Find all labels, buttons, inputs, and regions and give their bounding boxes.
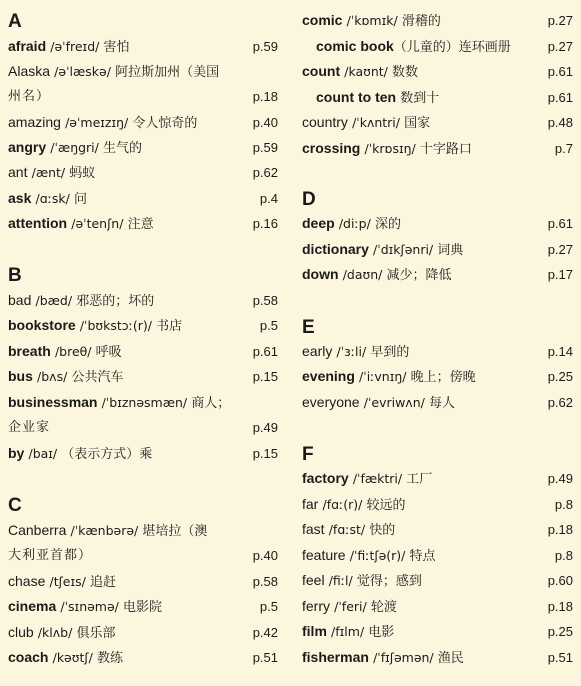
glossary-entry-evening: evening /ˈiːvnɪŋ/ 晚上；傍晚 p.25	[302, 368, 573, 385]
glossary-entry-angry: angry /ˈæŋgri/ 生气的 p.59	[8, 139, 278, 156]
glossary-entry-ant: ant /ænt/ 蚂蚁 p.62	[8, 164, 278, 181]
glossary-entry-club: club /klʌb/ 俱乐部 p.42	[8, 624, 278, 641]
glossary-entry-bus: bus /bʌs/ 公共汽车 p.15	[8, 368, 278, 385]
glossary-entry-alaska-cont: 州名） p.18	[8, 89, 278, 104]
glossary-entry-amazing: amazing /əˈmeɪzɪŋ/ 令人惊奇的 p.40	[8, 114, 278, 131]
section-letter-d: D	[302, 189, 316, 210]
section-letter-f: F	[302, 444, 314, 465]
glossary-entry-down: down /daʊn/ 减少；降低 p.17	[302, 266, 573, 283]
section-letter-b: B	[8, 265, 22, 286]
glossary-entry-far: far /fɑː(r)/ 较远的 p.8	[302, 496, 573, 513]
glossary-entry-fast: fast /fɑːst/ 快的 p.18	[302, 521, 573, 538]
glossary-entry-afraid: afraid /əˈfreɪd/ 害怕 p.59	[8, 38, 278, 55]
glossary-entry-cinema: cinema /ˈsɪnəmə/ 电影院 p.5	[8, 598, 278, 615]
glossary-entry-canberra: Canberra /ˈkænbərə/ 堪培拉（澳	[8, 522, 208, 539]
glossary-entry-count: count /kaʊnt/ 数数 p.61	[302, 63, 573, 80]
glossary-entry-coach: coach /kəʊtʃ/ 教练 p.51	[8, 649, 278, 666]
glossary-entry-fisherman: fisherman /ˈfɪʃəmən/ 渔民 p.51	[302, 649, 573, 666]
glossary-entry-bad: bad /bæd/ 邪恶的；坏的 p.58	[8, 292, 278, 309]
glossary-entry-comic-book: comic book（儿童的）连环画册 p.27	[316, 38, 573, 55]
glossary-entry-canberra-cont: 大利亚首都） p.40	[8, 548, 278, 563]
section-letter-e: E	[302, 317, 315, 338]
glossary-entry-comic: comic /ˈkɒmɪk/ 滑稽的 p.27	[302, 12, 573, 29]
glossary-entry-crossing: crossing /ˈkrɒsɪŋ/ 十字路口 p.7	[302, 140, 573, 157]
glossary-entry-by: by /baɪ/ （表示方式）乘 p.15	[8, 445, 278, 462]
glossary-entry-attention: attention /əˈtenʃn/ 注意 p.16	[8, 215, 278, 232]
glossary-entry-chase: chase /tʃeɪs/ 追赶 p.58	[8, 573, 278, 590]
glossary-entry-feel: feel /fiːl/ 觉得；感到 p.60	[302, 572, 573, 589]
glossary-entry-factory: factory /ˈfæktri/ 工厂 p.49	[302, 470, 573, 487]
glossary-entry-businessman-cont: 企业家 p.49	[8, 420, 278, 435]
glossary-entry-bookstore: bookstore /ˈbʊkstɔː(r)/ 书店 p.5	[8, 317, 278, 334]
glossary-entry-early: early /ˈɜːli/ 早到的 p.14	[302, 343, 573, 360]
glossary-entry-breath: breath /breθ/ 呼吸 p.61	[8, 343, 278, 360]
glossary-entry-deep: deep /diːp/ 深的 p.61	[302, 215, 573, 232]
glossary-entry-everyone: everyone /ˈevriwʌn/ 每人 p.62	[302, 394, 573, 411]
glossary-entry-dictionary: dictionary /ˈdɪkʃənri/ 词典 p.27	[302, 241, 573, 258]
glossary-entry-alaska: Alaska /əˈlæskə/ 阿拉斯加州（美国	[8, 63, 220, 80]
section-letter-c: C	[8, 495, 22, 516]
glossary-entry-feature: feature /ˈfiːtʃə(r)/ 特点 p.8	[302, 547, 573, 564]
section-letter-a: A	[8, 11, 22, 32]
glossary-entry-count-to-ten: count to ten 数到十 p.61	[316, 89, 573, 106]
glossary-entry-ask: ask /ɑːsk/ 问 p.4	[8, 190, 278, 207]
glossary-entry-film: film /fɪlm/ 电影 p.25	[302, 623, 573, 640]
glossary-entry-businessman: businessman /ˈbɪznəsmæn/ 商人；	[8, 394, 231, 411]
glossary-entry-country: country /ˈkʌntri/ 国家 p.48	[302, 114, 573, 131]
glossary-entry-ferry: ferry /ˈferi/ 轮渡 p.18	[302, 598, 573, 615]
